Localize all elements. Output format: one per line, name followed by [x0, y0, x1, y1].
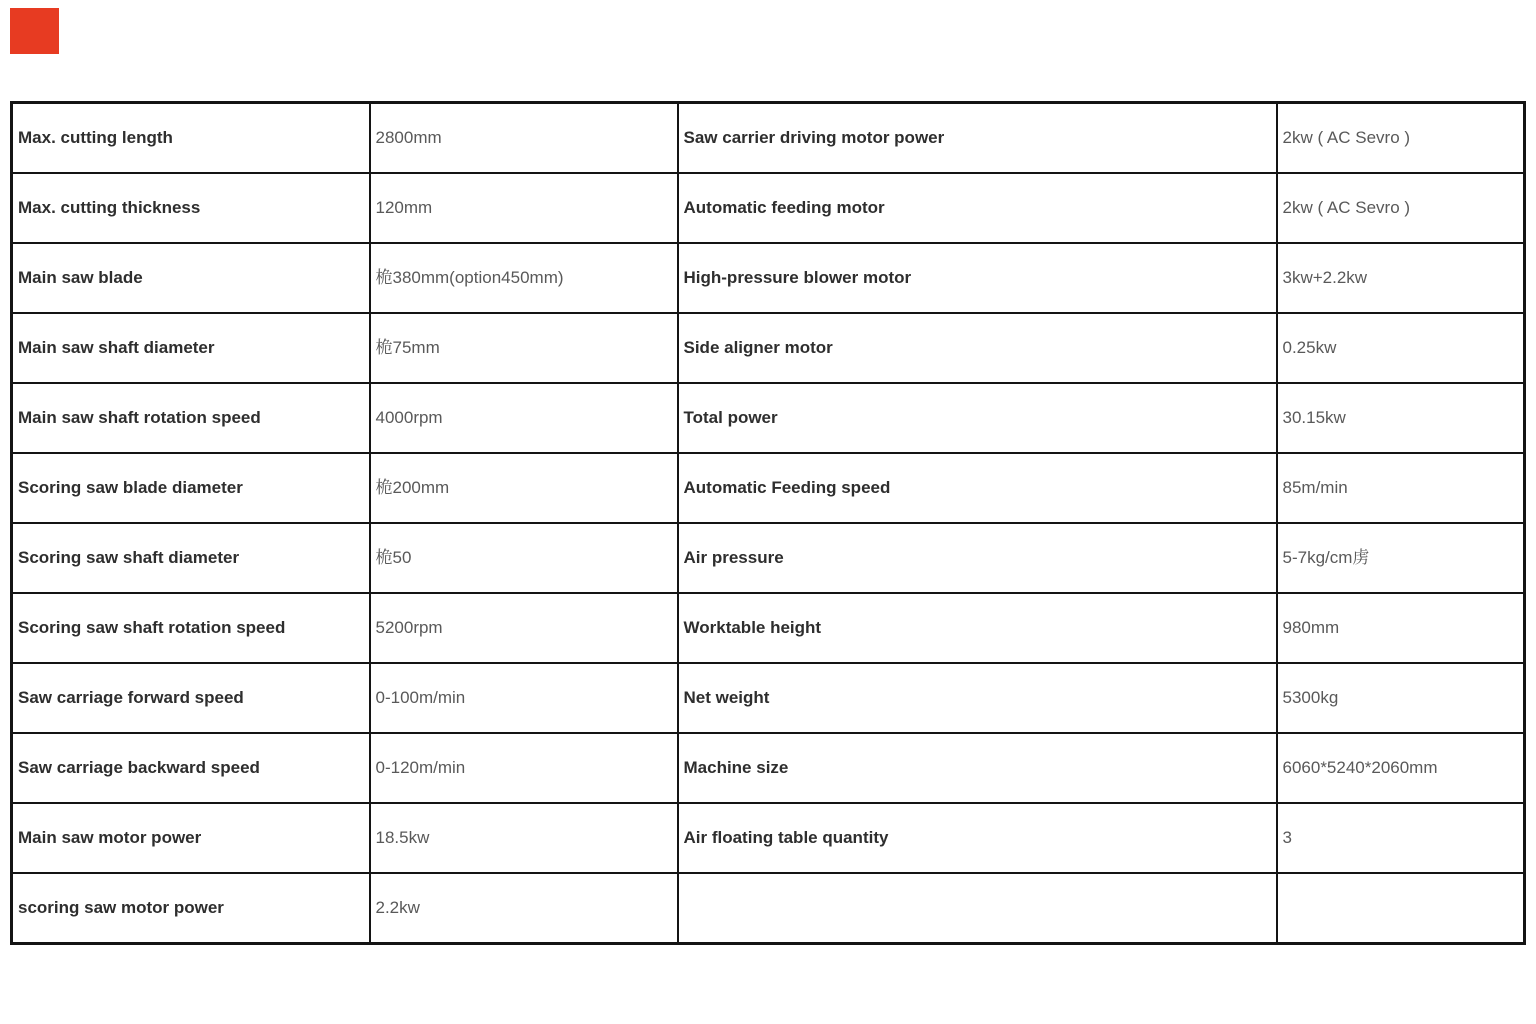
- table-row: [12, 173, 1525, 243]
- spec-value: [1277, 873, 1525, 944]
- spec-label: Scoring saw blade diameter: [12, 453, 370, 523]
- spec-label: Scoring saw shaft diameter: [12, 523, 370, 593]
- spec-label: Max. cutting length: [12, 103, 370, 174]
- spec-value: 5200rpm: [370, 593, 678, 663]
- spec-value: 5300kg: [1277, 663, 1525, 733]
- table-row: [12, 313, 1525, 383]
- spec-value: 2800mm: [370, 103, 678, 174]
- spec-label: Machine size: [678, 733, 1277, 803]
- table-row: [12, 103, 1525, 174]
- spec-label: Net weight: [678, 663, 1277, 733]
- table-row: [12, 873, 1525, 944]
- spec-label: Automatic feeding motor: [678, 173, 1277, 243]
- table-row: [12, 453, 1525, 523]
- spec-value: 3kw+2.2kw: [1277, 243, 1525, 313]
- spec-value: 2kw ( AC Sevro ): [1277, 173, 1525, 243]
- spec-value: 桅380mm(option450mm): [370, 243, 678, 313]
- spec-label: Automatic Feeding speed: [678, 453, 1277, 523]
- spec-label: Max. cutting thickness: [12, 173, 370, 243]
- spec-label: Saw carriage forward speed: [12, 663, 370, 733]
- spec-value: 5-7kg/cm虏: [1277, 523, 1525, 593]
- spec-table: [10, 101, 1526, 945]
- spec-value: 2.2kw: [370, 873, 678, 944]
- spec-label: Saw carrier driving motor power: [678, 103, 1277, 174]
- spec-label: Worktable height: [678, 593, 1277, 663]
- table-row: [12, 733, 1525, 803]
- table-row: [12, 383, 1525, 453]
- spec-label: Scoring saw shaft rotation speed: [12, 593, 370, 663]
- table-row: [12, 663, 1525, 733]
- spec-label: Side aligner motor: [678, 313, 1277, 383]
- table-row: [12, 803, 1525, 873]
- spec-label: Total power: [678, 383, 1277, 453]
- spec-value: 18.5kw: [370, 803, 678, 873]
- spec-label: Air floating table quantity: [678, 803, 1277, 873]
- spec-value: 980mm: [1277, 593, 1525, 663]
- spec-label: [678, 873, 1277, 944]
- spec-value: 3: [1277, 803, 1525, 873]
- spec-value: 0.25kw: [1277, 313, 1525, 383]
- spec-value: 桅200mm: [370, 453, 678, 523]
- table-row: [12, 593, 1525, 663]
- spec-label: High-pressure blower motor: [678, 243, 1277, 313]
- spec-label: Saw carriage backward speed: [12, 733, 370, 803]
- spec-value: 2kw ( AC Sevro ): [1277, 103, 1525, 174]
- table-row: [12, 243, 1525, 313]
- spec-value: 6060*5240*2060mm: [1277, 733, 1525, 803]
- spec-label: Main saw motor power: [12, 803, 370, 873]
- spec-label: Main saw blade: [12, 243, 370, 313]
- red-marker: [10, 8, 59, 54]
- spec-value: 4000rpm: [370, 383, 678, 453]
- spec-value: 120mm: [370, 173, 678, 243]
- spec-label: Air pressure: [678, 523, 1277, 593]
- spec-label: scoring saw motor power: [12, 873, 370, 944]
- spec-value: 30.15kw: [1277, 383, 1525, 453]
- spec-value: 桅75mm: [370, 313, 678, 383]
- spec-label: Main saw shaft diameter: [12, 313, 370, 383]
- spec-value: 0-100m/min: [370, 663, 678, 733]
- spec-value: 桅50: [370, 523, 678, 593]
- table-row: [12, 523, 1525, 593]
- spec-label: Main saw shaft rotation speed: [12, 383, 370, 453]
- spec-value: 0-120m/min: [370, 733, 678, 803]
- spec-value: 85m/min: [1277, 453, 1525, 523]
